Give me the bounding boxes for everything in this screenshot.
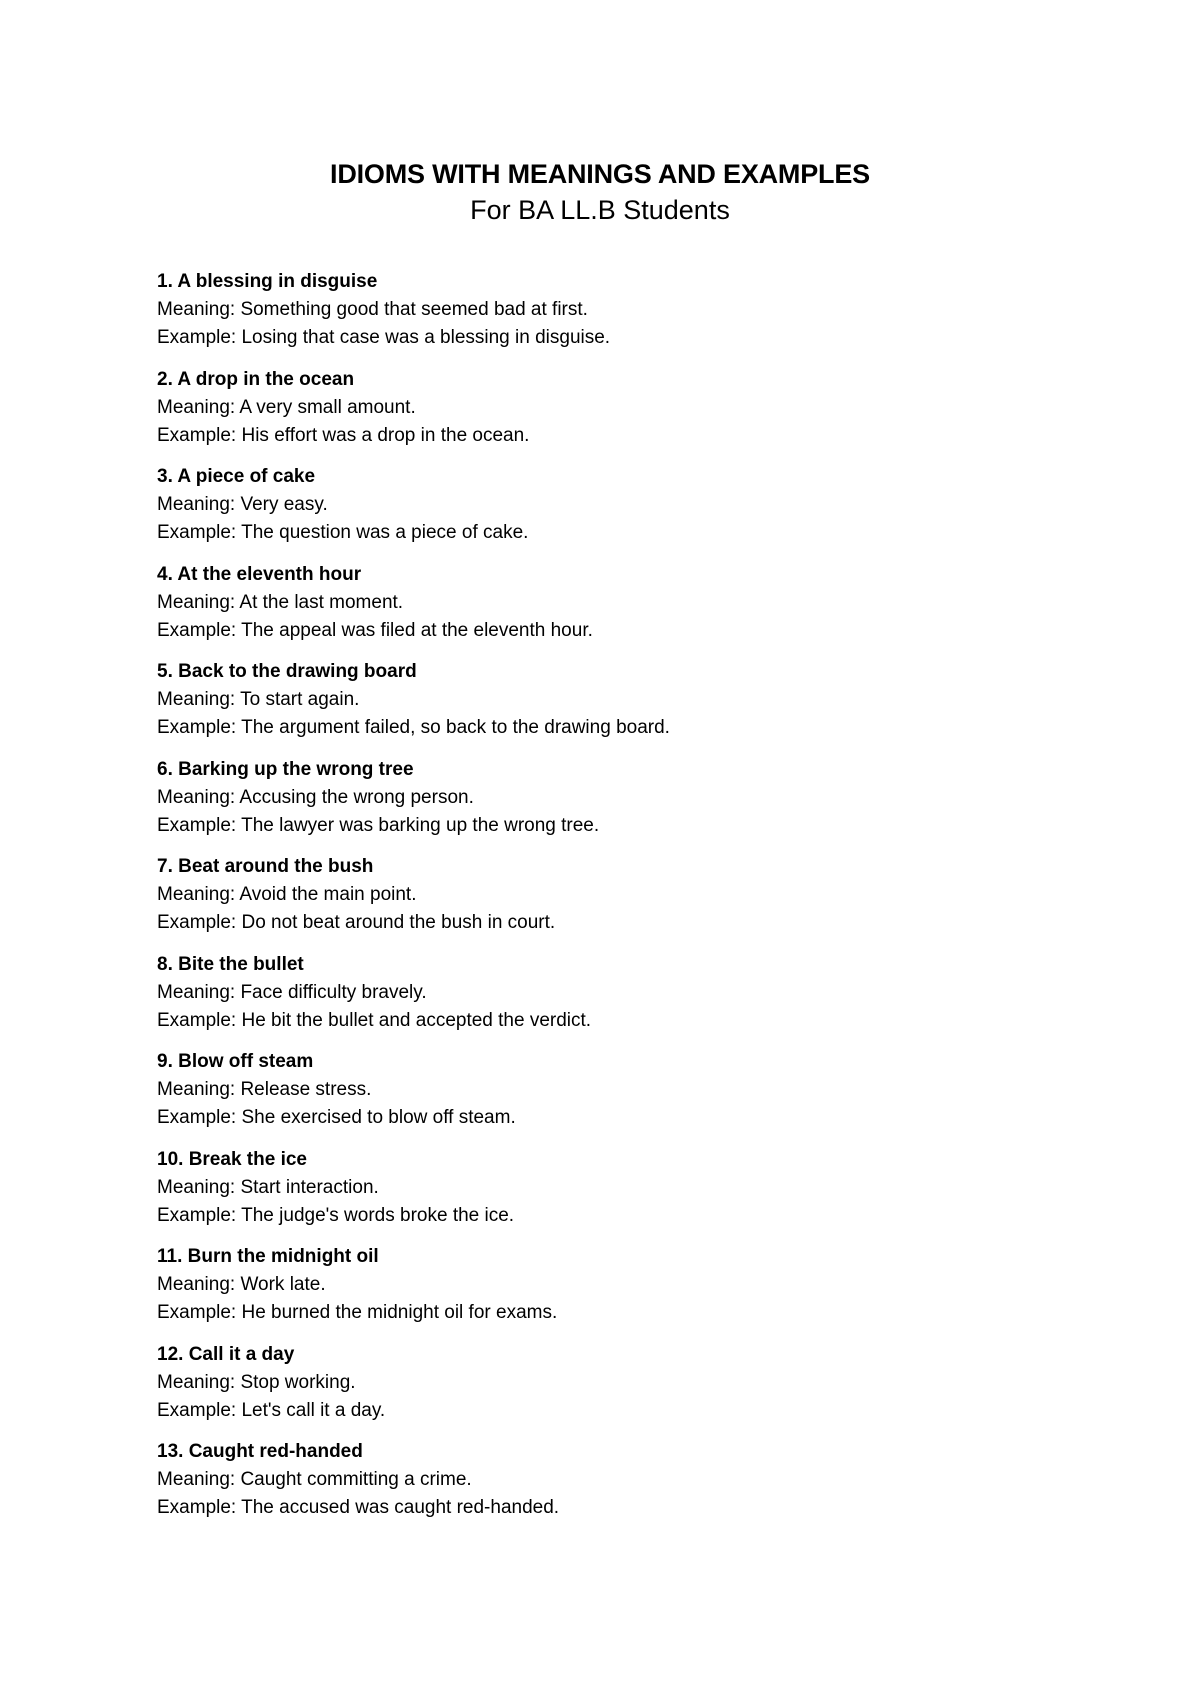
idiom-example: Example: He bit the bullet and accepted the verdict. [157, 1009, 592, 1031]
idiom-entry [157, 1341, 1057, 1439]
page-subtitle: For BA LL.B Students [470, 195, 730, 225]
idiom-heading: 7. Beat around the bush [157, 856, 374, 877]
idiom-example: Example: Losing that case was a blessing in disguise. [157, 327, 611, 348]
idiom-entry [157, 951, 1057, 1049]
idiom-meaning: Meaning: Accusing the wrong person. [157, 786, 474, 808]
idiom-entry [157, 366, 1057, 464]
idiom-meaning: Meaning: Work late. [157, 1274, 326, 1295]
idiom-entry [157, 268, 1057, 366]
idiom-example: Example: Do not beat around the bush in court. [157, 912, 556, 933]
idiom-meaning: Meaning: Very easy. [157, 494, 328, 515]
idiom-heading: 10. Break the ice [157, 1148, 307, 1170]
idiom-entry [157, 1048, 1057, 1146]
idiom-example: Example: Let's call it a day. [157, 1399, 386, 1421]
idiom-meaning: Meaning: Caught committing a crime. [157, 1469, 472, 1490]
idiom-entry [157, 1438, 1057, 1536]
idiom-entry [157, 853, 1057, 951]
idiom-meaning: Meaning: Start interaction. [157, 1176, 379, 1198]
idiom-entry [157, 561, 1057, 659]
idiom-heading: 12. Call it a day [157, 1343, 295, 1365]
idiom-heading: 8. Bite the bullet [157, 953, 304, 975]
idiom-example: Example: His effort was a drop in the ocean. [157, 424, 530, 446]
idiom-example: Example: He burned the midnight oil for exams. [157, 1302, 558, 1323]
idiom-meaning: Meaning: Face difficulty bravely. [157, 981, 427, 1003]
page-title: IDIOMS WITH MEANINGS AND EXAMPLES [330, 159, 870, 189]
idiom-heading: 4. At the eleventh hour [157, 563, 362, 585]
idiom-meaning: Meaning: Avoid the main point. [157, 884, 417, 905]
idiom-example: Example: The lawyer was barking up the wrong tree. [157, 814, 600, 836]
idiom-heading: 9. Blow off steam [157, 1051, 314, 1072]
idiom-heading: 5. Back to the drawing board [157, 661, 417, 682]
idiom-entry [157, 756, 1057, 854]
idiom-meaning: Meaning: At the last moment. [157, 591, 404, 613]
idiom-entry [157, 463, 1057, 561]
idiom-example: Example: The argument failed, so back to the drawing board. [157, 717, 670, 738]
idiom-heading: 2. A drop in the ocean [157, 368, 355, 390]
idiom-meaning: Meaning: A very small amount. [157, 396, 416, 418]
idiom-heading: 1. A blessing in disguise [157, 271, 378, 292]
idiom-heading: 6. Barking up the wrong tree [157, 758, 414, 780]
idiom-list [157, 268, 1057, 1536]
idiom-entry [157, 658, 1057, 756]
idiom-heading: 13. Caught red-handed [157, 1441, 363, 1462]
idiom-meaning: Meaning: To start again. [157, 689, 360, 710]
idiom-meaning: Meaning: Release stress. [157, 1079, 372, 1100]
idiom-example: Example: The judge's words broke the ice. [157, 1204, 515, 1226]
idiom-example: Example: The accused was caught red-handed. [157, 1497, 560, 1518]
idiom-meaning: Meaning: Stop working. [157, 1371, 356, 1393]
idiom-heading: 3. A piece of cake [157, 466, 316, 487]
idiom-example: Example: The question was a piece of cake. [157, 522, 529, 543]
idiom-example: Example: The appeal was filed at the eleventh hour. [157, 619, 593, 641]
idiom-example: Example: She exercised to blow off steam. [157, 1107, 516, 1128]
idiom-meaning: Meaning: Something good that seemed bad at first. [157, 299, 588, 320]
idiom-entry [157, 1146, 1057, 1244]
idiom-entry [157, 1243, 1057, 1341]
idiom-heading: 11. Burn the midnight oil [157, 1246, 379, 1267]
